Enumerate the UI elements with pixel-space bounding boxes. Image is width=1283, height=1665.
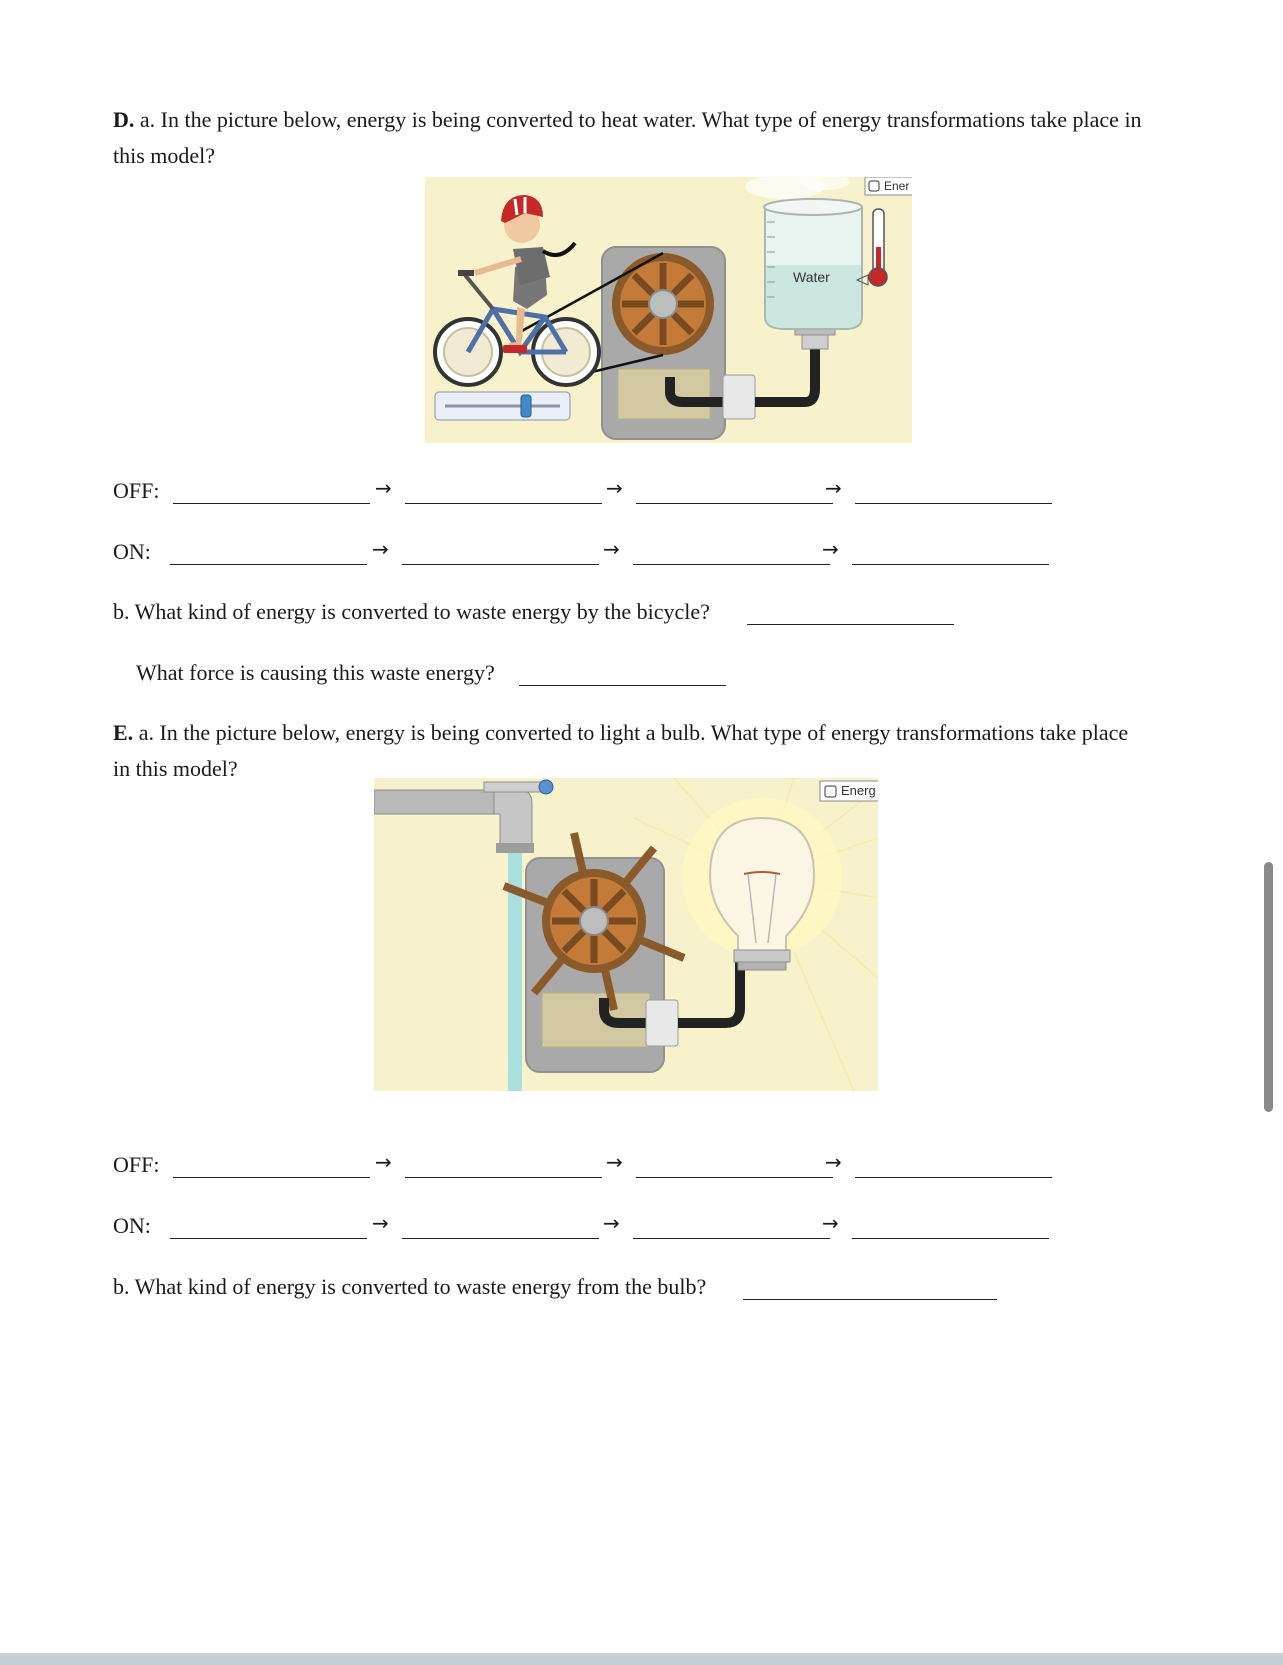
bottom-bar: [0, 1653, 1283, 1665]
arrow: →: [603, 537, 620, 561]
answer-blank[interactable]: [633, 1238, 830, 1239]
answer-blank[interactable]: [402, 1238, 599, 1239]
answer-blank[interactable]: [519, 685, 726, 686]
arrow: →: [372, 537, 389, 561]
arrow: →: [606, 1150, 623, 1174]
water-wheel-bulb-illustration: [374, 778, 878, 1091]
vertical-scrollbar[interactable]: [1264, 862, 1273, 1112]
question-d-force: What force is causing this waste energy?: [136, 660, 495, 685]
answer-blank[interactable]: [402, 564, 599, 565]
answer-blank[interactable]: [747, 624, 954, 625]
d-on-row: [113, 539, 1063, 569]
arrow: →: [825, 476, 842, 500]
water-label: Water: [793, 269, 830, 285]
question-e-text: a. In the picture below, energy is being converted to light a bulb. What type of energy transformations take place in this model?: [113, 720, 1129, 781]
figure-bicycle-water-heater: [425, 177, 912, 443]
e-on-row: [113, 1213, 1063, 1243]
answer-blank[interactable]: [855, 503, 1052, 504]
energy-checkbox-label: Ener: [884, 179, 910, 193]
figure-water-wheel-bulb: [374, 778, 878, 1091]
d-off-label: OFF:: [113, 478, 160, 503]
arrow: →: [372, 1211, 389, 1235]
question-d-letter: D.: [113, 107, 135, 132]
arrow: →: [825, 1150, 842, 1174]
question-d-b: b. What kind of energy is converted to waste energy by the bicycle?: [113, 599, 710, 624]
arrow: →: [606, 476, 623, 500]
answer-blank[interactable]: [855, 1177, 1052, 1178]
answer-blank[interactable]: [173, 503, 370, 504]
answer-blank[interactable]: [405, 503, 602, 504]
arrow: →: [375, 476, 392, 500]
answer-blank[interactable]: [636, 1177, 833, 1178]
answer-blank[interactable]: [170, 564, 367, 565]
d-on-label: ON:: [113, 539, 151, 564]
question-e-b: b. What kind of energy is converted to waste energy from the bulb?: [113, 1274, 707, 1299]
arrow: →: [822, 537, 839, 561]
bicycle-heater-illustration: [425, 177, 912, 443]
e-off-row: [113, 1152, 1063, 1182]
e-off-label: OFF:: [113, 1152, 160, 1177]
arrow: →: [603, 1211, 620, 1235]
question-e-letter: E.: [113, 720, 134, 745]
question-d-prompt: [113, 102, 1143, 174]
arrow: →: [822, 1211, 839, 1235]
answer-blank[interactable]: [743, 1299, 997, 1300]
question-d-text: a. In the picture below, energy is being converted to heat water. What type of energy transformations take place in this model?: [113, 107, 1142, 168]
answer-blank[interactable]: [405, 1177, 602, 1178]
arrow: →: [375, 1150, 392, 1174]
answer-blank[interactable]: [852, 564, 1049, 565]
answer-blank[interactable]: [636, 503, 833, 504]
answer-blank[interactable]: [852, 1238, 1049, 1239]
d-off-row: [113, 478, 1063, 508]
answer-blank[interactable]: [173, 1177, 370, 1178]
answer-blank[interactable]: [170, 1238, 367, 1239]
e-on-label: ON:: [113, 1213, 151, 1238]
energy-checkbox-label: Energ: [841, 783, 876, 798]
answer-blank[interactable]: [633, 564, 830, 565]
question-e-prompt: [113, 715, 1143, 787]
